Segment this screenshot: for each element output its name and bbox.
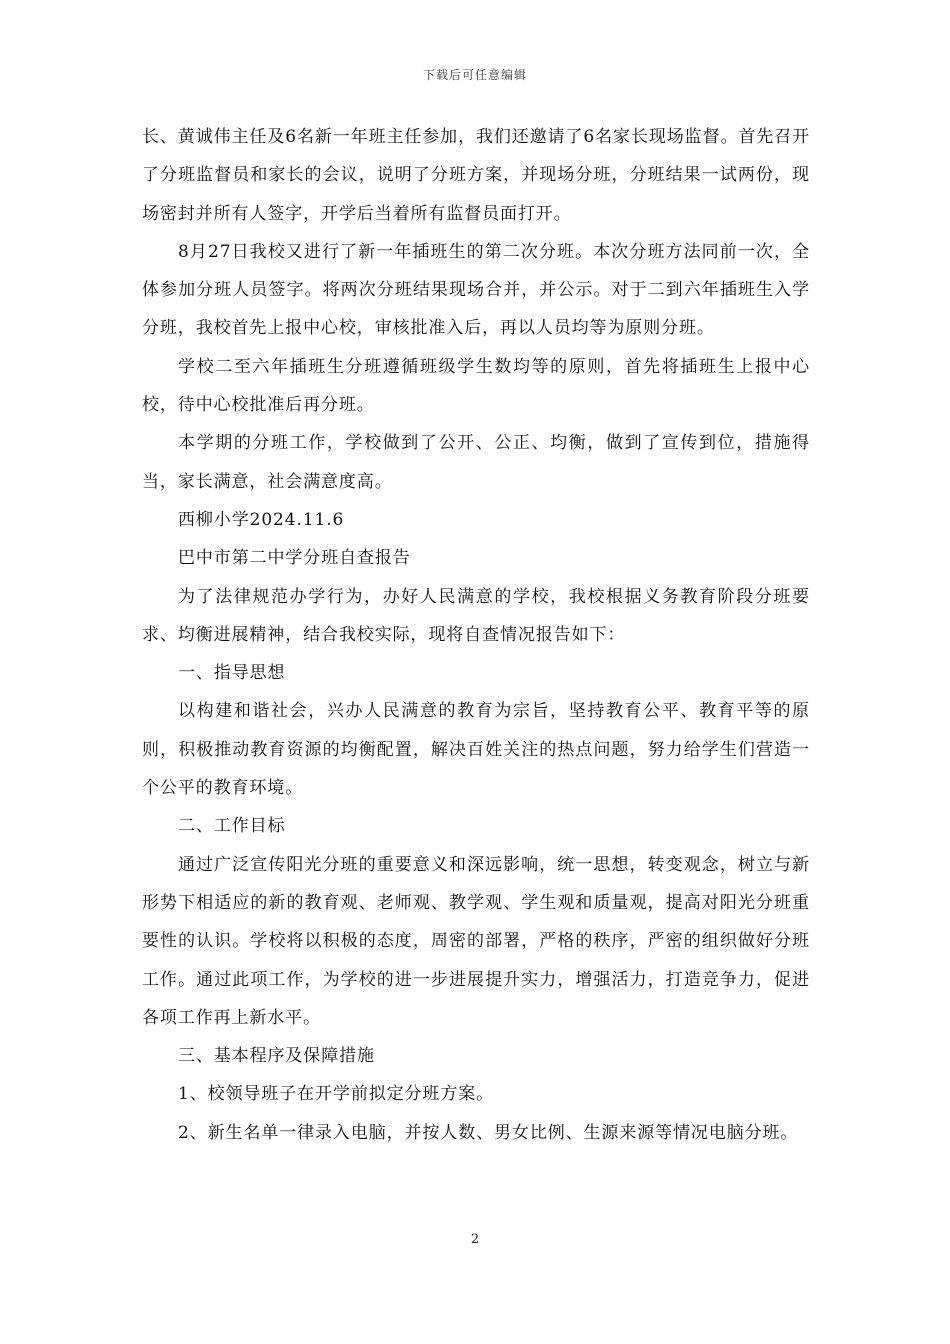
paragraph-second-division: 8月27日我校又进行了新一年插班生的第二次分班。本次分班方法同前一次，全体参加分班人员签字。将两次分班结果现场合并，并公示。对于二到六年插班生入学分班，我校首先上报中心校，审核批准入后，再以人员均等为原则分班。 — [142, 241, 810, 339]
list-item-1: 1、校领导班子在开学前拟定分班方案。 — [178, 1084, 495, 1105]
list-item-2: 2、新生名单一律录入电脑，并按人数、男女比例、生源来源等情况电脑分班。 — [178, 1122, 799, 1143]
section-heading-procedures: 三、基本程序及保障措施 — [178, 1046, 375, 1067]
paragraph-transfer-principle: 学校二至六年插班生分班遵循班级学生数均等的原则，首先将插班生上报中心校，待中心校批准后再分班。 — [142, 356, 810, 416]
paragraph-intro: 为了法律规范办学行为，办好人民满意的学校，我校根据义务教育阶段分班要求、均衡进展精神，结合我校实际，现将自查情况报告如下： — [142, 586, 810, 645]
report-title: 巴中市第二中学分班自查报告 — [178, 548, 411, 569]
page-header: 下载后可任意编辑 — [422, 68, 527, 82]
section-heading-work-goals: 二、工作目标 — [178, 816, 286, 837]
paragraph-guiding-ideology: 以构建和谐社会，兴办人民满意的教育为宗旨，坚持教育公平、教育平等的原则，积极推动教育资源的均衡配置，解决百姓关注的热点问题，努力给学生们营造一个公平的教育环境。 — [142, 701, 810, 799]
paragraph-work-goals: 通过广泛宣传阳光分班的重要意义和深远影响，统一思想，转变观念，树立与新形势下相适应的新的教育观、老师观、教学观、学生观和质量观，提高对阳光分班重要性的认识。学校将以积极的态度，周密的部署，严格的秩序，严密的组织做好分班工作。通过此项工作，为学校的进一步进展提升实力，增强活力，打造竞争力，促进各项工作再上新水平。 — [142, 854, 810, 1028]
paragraph-summary: 本学期的分班工作，学校做到了公开、公正、均衡，做到了宣传到位，措施得当，家长满意，社会满意度高。 — [142, 433, 810, 492]
page-number: 2 — [470, 1232, 480, 1247]
document-body — [142, 118, 810, 1152]
paragraph-continuation: 长、黄诚伟主任及6名新一年班主任参加，我们还邀请了6名家长现场监督。首先召开了分班监督员和家长的会议，说明了分班方案，并现场分班，分班结果一试两份，现场密封并所有人签字，开学后当着所有监督员面打开。 — [142, 127, 810, 224]
section-heading-guiding-ideology: 一、指导思想 — [178, 663, 286, 684]
signature-date: 西柳小学2024.11.6 — [178, 509, 345, 530]
